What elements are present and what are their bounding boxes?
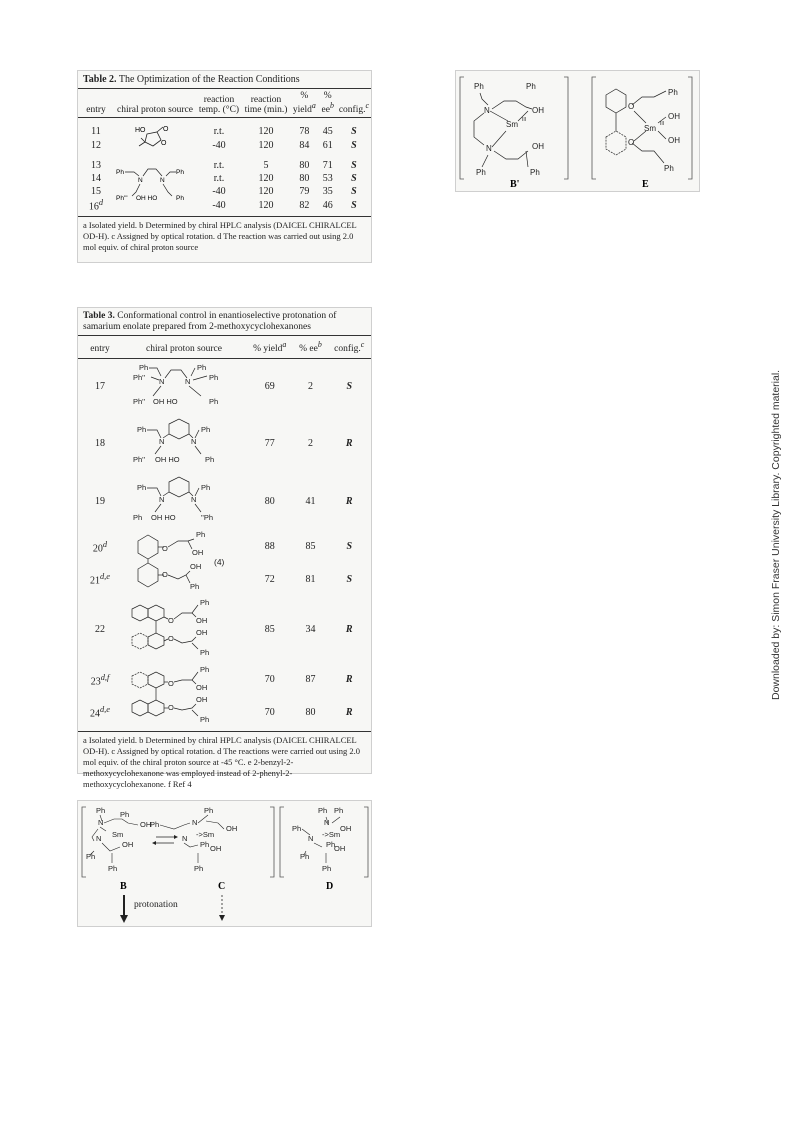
source-structure-19: [122, 473, 246, 531]
col-ee: % $ee^b$: [299, 340, 322, 355]
svg-text:OH HO: OH HO: [153, 397, 178, 407]
svg-text:N: N: [159, 437, 165, 447]
svg-text:O: O: [162, 569, 168, 579]
svg-text:Ph: Ph: [209, 373, 219, 383]
table-row: 22 Ph O OH O OH Ph 85 34 R: [78, 596, 371, 664]
svg-text:Ph: Ph: [116, 169, 124, 177]
table-2-caption: Table 2. The Optimization of the Reaction Conditions: [83, 74, 300, 85]
svg-text:OH HO: OH HO: [136, 195, 158, 203]
svg-text:N: N: [185, 377, 191, 387]
svg-text:OH: OH: [226, 824, 238, 833]
svg-text:O: O: [168, 616, 174, 626]
svg-text:Ph: Ph: [137, 425, 147, 435]
diamine-diol-structure: [114, 159, 196, 212]
col-source: chiral proton source: [117, 105, 193, 116]
col-temp: reaction temp. (°C): [198, 95, 240, 116]
svg-text:Ph: Ph: [200, 664, 210, 674]
svg-text:''Ph: ''Ph: [201, 513, 214, 523]
col-ee: % $ee^b$: [321, 91, 334, 116]
svg-text:OH HO: OH HO: [151, 513, 176, 523]
svg-text:->Sm: ->Sm: [322, 830, 341, 839]
source-structure-18: [122, 415, 246, 473]
svg-text:Ph: Ph: [108, 864, 118, 873]
svg-text:O: O: [162, 543, 168, 553]
table-row: 15 -40 120 79 35 S: [91, 186, 357, 198]
svg-text:N: N: [308, 834, 314, 843]
svg-text:Ph'': Ph'': [133, 455, 146, 465]
svg-text:N: N: [138, 177, 143, 185]
svg-text:Ph: Ph: [209, 397, 219, 407]
svg-text:Ph: Ph: [201, 483, 211, 493]
svg-text:Ph: Ph: [476, 168, 486, 177]
svg-text:Ph: Ph: [200, 648, 210, 658]
svg-text:Ph: Ph: [326, 840, 336, 849]
svg-text:Ph: Ph: [474, 82, 484, 91]
svg-text:OH: OH: [196, 694, 208, 704]
svg-text:Ph: Ph: [318, 806, 328, 815]
lactone-structure: [114, 124, 196, 153]
svg-text:Ph: Ph: [204, 806, 214, 815]
table-row: 18 Ph Ph N N Ph'' OH HO Ph 77 2 R: [78, 415, 371, 473]
table-3-footnote: a Isolated yield. b Determined by chiral HPLC analysis (DAICEL CHIRALCEL OD-H). c Assigned by optical rotation. d The reactions were carried out using 2.0 mol equiv. of the chiral proton source at -45 °C. e 2-benzyl-2-methoxycyclohexanone was employed instead of 2-phenyl-2-methoxycyclohexanone. f Ref 4: [78, 731, 371, 793]
scheme-bottom: [77, 800, 372, 927]
svg-text:Ph: Ph: [201, 425, 211, 435]
svg-text:Ph: Ph: [137, 483, 147, 493]
svg-text:O: O: [168, 678, 174, 688]
svg-text:Sm: Sm: [644, 124, 656, 133]
col-config: config.$^c$: [334, 340, 365, 355]
col-source: chiral proton source: [146, 344, 222, 355]
label-b: B: [120, 881, 127, 892]
table-3: [77, 307, 372, 789]
svg-text:OH HO: OH HO: [155, 455, 180, 465]
table-3-caption: Table 3. Conformational control in enantioselective protonation of samarium enolate prepared from 2-methoxycyclohexanones: [83, 311, 337, 332]
label-d: D: [326, 881, 334, 892]
label-e: E: [642, 179, 649, 190]
table-row: 19 Ph Ph N N Ph OH HO ''Ph 80 41 R: [78, 473, 371, 531]
svg-text:Ph: Ph: [190, 581, 200, 591]
svg-text:N: N: [484, 106, 490, 115]
source-structure-22: [122, 596, 246, 664]
table-row: 14 r.t. 120 80 53 S: [91, 173, 357, 185]
svg-text:OH: OH: [196, 616, 208, 626]
svg-text:N: N: [191, 495, 197, 505]
svg-text:OH: OH: [196, 628, 208, 638]
table-row: 13 Ph Ph N N Ph''' OH HO Ph r.t. 5 80 71 S: [78, 159, 371, 172]
svg-text:Ph: Ph: [194, 864, 204, 873]
svg-text:N: N: [192, 818, 198, 827]
table-row: 11 HO O O r.t. 120 78 45 S: [78, 124, 371, 139]
col-entry: entry: [90, 344, 110, 355]
svg-text:Ph: Ph: [139, 363, 149, 373]
svg-text:Ph: Ph: [205, 455, 215, 465]
svg-text:Ph''': Ph''': [116, 195, 128, 203]
svg-text:OH: OH: [532, 106, 544, 115]
compound-label: (4): [214, 556, 225, 567]
table-row: 21$^{d,e}$ 72 81 S: [90, 572, 352, 587]
svg-text:Sm: Sm: [506, 120, 518, 129]
svg-text:Ph: Ph: [176, 195, 184, 203]
svg-text:O: O: [163, 126, 169, 134]
svg-text:Ph'': Ph'': [133, 373, 146, 383]
svg-text:O: O: [168, 634, 174, 644]
scheme-top: [455, 70, 700, 192]
svg-text:N: N: [159, 377, 165, 387]
svg-text:N: N: [96, 834, 102, 843]
source-structure-20-21: [122, 531, 246, 596]
svg-text:OH: OH: [210, 844, 222, 853]
svg-text:Ph: Ph: [176, 169, 184, 177]
svg-text:Ph: Ph: [120, 810, 130, 819]
svg-text:N: N: [182, 834, 188, 843]
col-entry: entry: [86, 105, 106, 116]
col-yield: % yield$^a$: [253, 340, 287, 355]
svg-text:Ph: Ph: [322, 864, 332, 873]
scheme-bottom-drawing: [78, 801, 371, 926]
svg-text:O: O: [161, 140, 167, 148]
svg-text:N: N: [160, 177, 165, 185]
source-structure-23-24: [122, 664, 246, 729]
table-row: 20$^d$ Ph O OH O OH Ph (4) 88 85 S: [78, 531, 371, 564]
svg-text:Ph: Ph: [300, 852, 310, 861]
svg-text:Ph: Ph: [664, 164, 674, 173]
svg-text:O: O: [628, 138, 635, 147]
svg-text:N: N: [486, 144, 492, 153]
svg-text:OH: OH: [190, 561, 202, 571]
svg-text:OH: OH: [668, 136, 680, 145]
svg-text:Ph: Ph: [150, 820, 160, 829]
svg-text:OH: OH: [122, 840, 134, 849]
table-2-footnote: a Isolated yield. b Determined by chiral HPLC analysis (DAICEL CHIRALCEL OD-H). c Assigned by optical rotation. d The reaction was carried out using 2.0 mol equiv. of chiral proton source: [78, 216, 371, 256]
svg-text:OH: OH: [140, 820, 152, 829]
table-2-grid: [78, 88, 371, 212]
table-row: 17 Ph Ph Ph'' N N Ph Ph'' OH HO Ph 69 2 S: [78, 359, 371, 415]
table-row: 12 -40 120 84 61 S: [91, 140, 357, 152]
scheme-top-drawing: [456, 71, 699, 191]
svg-text:OH: OH: [192, 547, 204, 557]
svg-text:N: N: [191, 437, 197, 447]
protonation-label: protonation: [134, 900, 178, 910]
svg-text:III: III: [660, 121, 665, 127]
svg-text:Ph: Ph: [133, 513, 143, 523]
table-2: [77, 70, 372, 263]
table-3-grid: [78, 335, 371, 729]
svg-text:Ph: Ph: [668, 88, 678, 97]
table-row: 16$^d$ -40 120 82 46 S: [88, 198, 357, 213]
svg-text:Ph: Ph: [86, 852, 96, 861]
svg-text:Sm: Sm: [112, 830, 124, 839]
svg-text:OH: OH: [532, 142, 544, 151]
svg-text:N: N: [159, 495, 165, 505]
label-c: C: [218, 881, 226, 892]
svg-text:Ph: Ph: [197, 363, 207, 373]
svg-text:Ph: Ph: [530, 168, 540, 177]
col-config: config.$^c$: [338, 101, 369, 116]
svg-text:Ph: Ph: [292, 824, 302, 833]
svg-text:Ph'': Ph'': [133, 397, 146, 407]
svg-text:O: O: [168, 702, 174, 712]
table-row: 23$^{d,f}$ Ph O OH O OH Ph 70 87 R: [78, 664, 371, 697]
svg-text:OH: OH: [340, 824, 352, 833]
svg-text:OH: OH: [334, 844, 346, 853]
svg-text:->Sm: ->Sm: [196, 830, 215, 839]
svg-text:N: N: [324, 818, 330, 827]
label-b-prime: B': [510, 179, 520, 190]
svg-text:Ph: Ph: [196, 530, 206, 539]
svg-text:Ph: Ph: [200, 840, 210, 849]
svg-text:III: III: [522, 117, 527, 123]
svg-text:OH: OH: [196, 682, 208, 692]
svg-text:Ph: Ph: [96, 806, 106, 815]
svg-text:Ph: Ph: [334, 806, 344, 815]
table-row: 24$^{d,e}$ 70 80 R: [90, 705, 353, 720]
col-time: reaction time (min.): [244, 95, 288, 116]
svg-text:O: O: [628, 102, 635, 111]
svg-text:OH: OH: [668, 112, 680, 121]
col-yield: % yield$^a$: [292, 91, 316, 116]
svg-text:Ph: Ph: [200, 598, 210, 608]
svg-text:Ph: Ph: [200, 714, 210, 724]
svg-text:N: N: [98, 818, 104, 827]
svg-text:HO: HO: [135, 127, 146, 135]
source-structure-17: [122, 359, 246, 415]
svg-text:Ph: Ph: [526, 82, 536, 91]
